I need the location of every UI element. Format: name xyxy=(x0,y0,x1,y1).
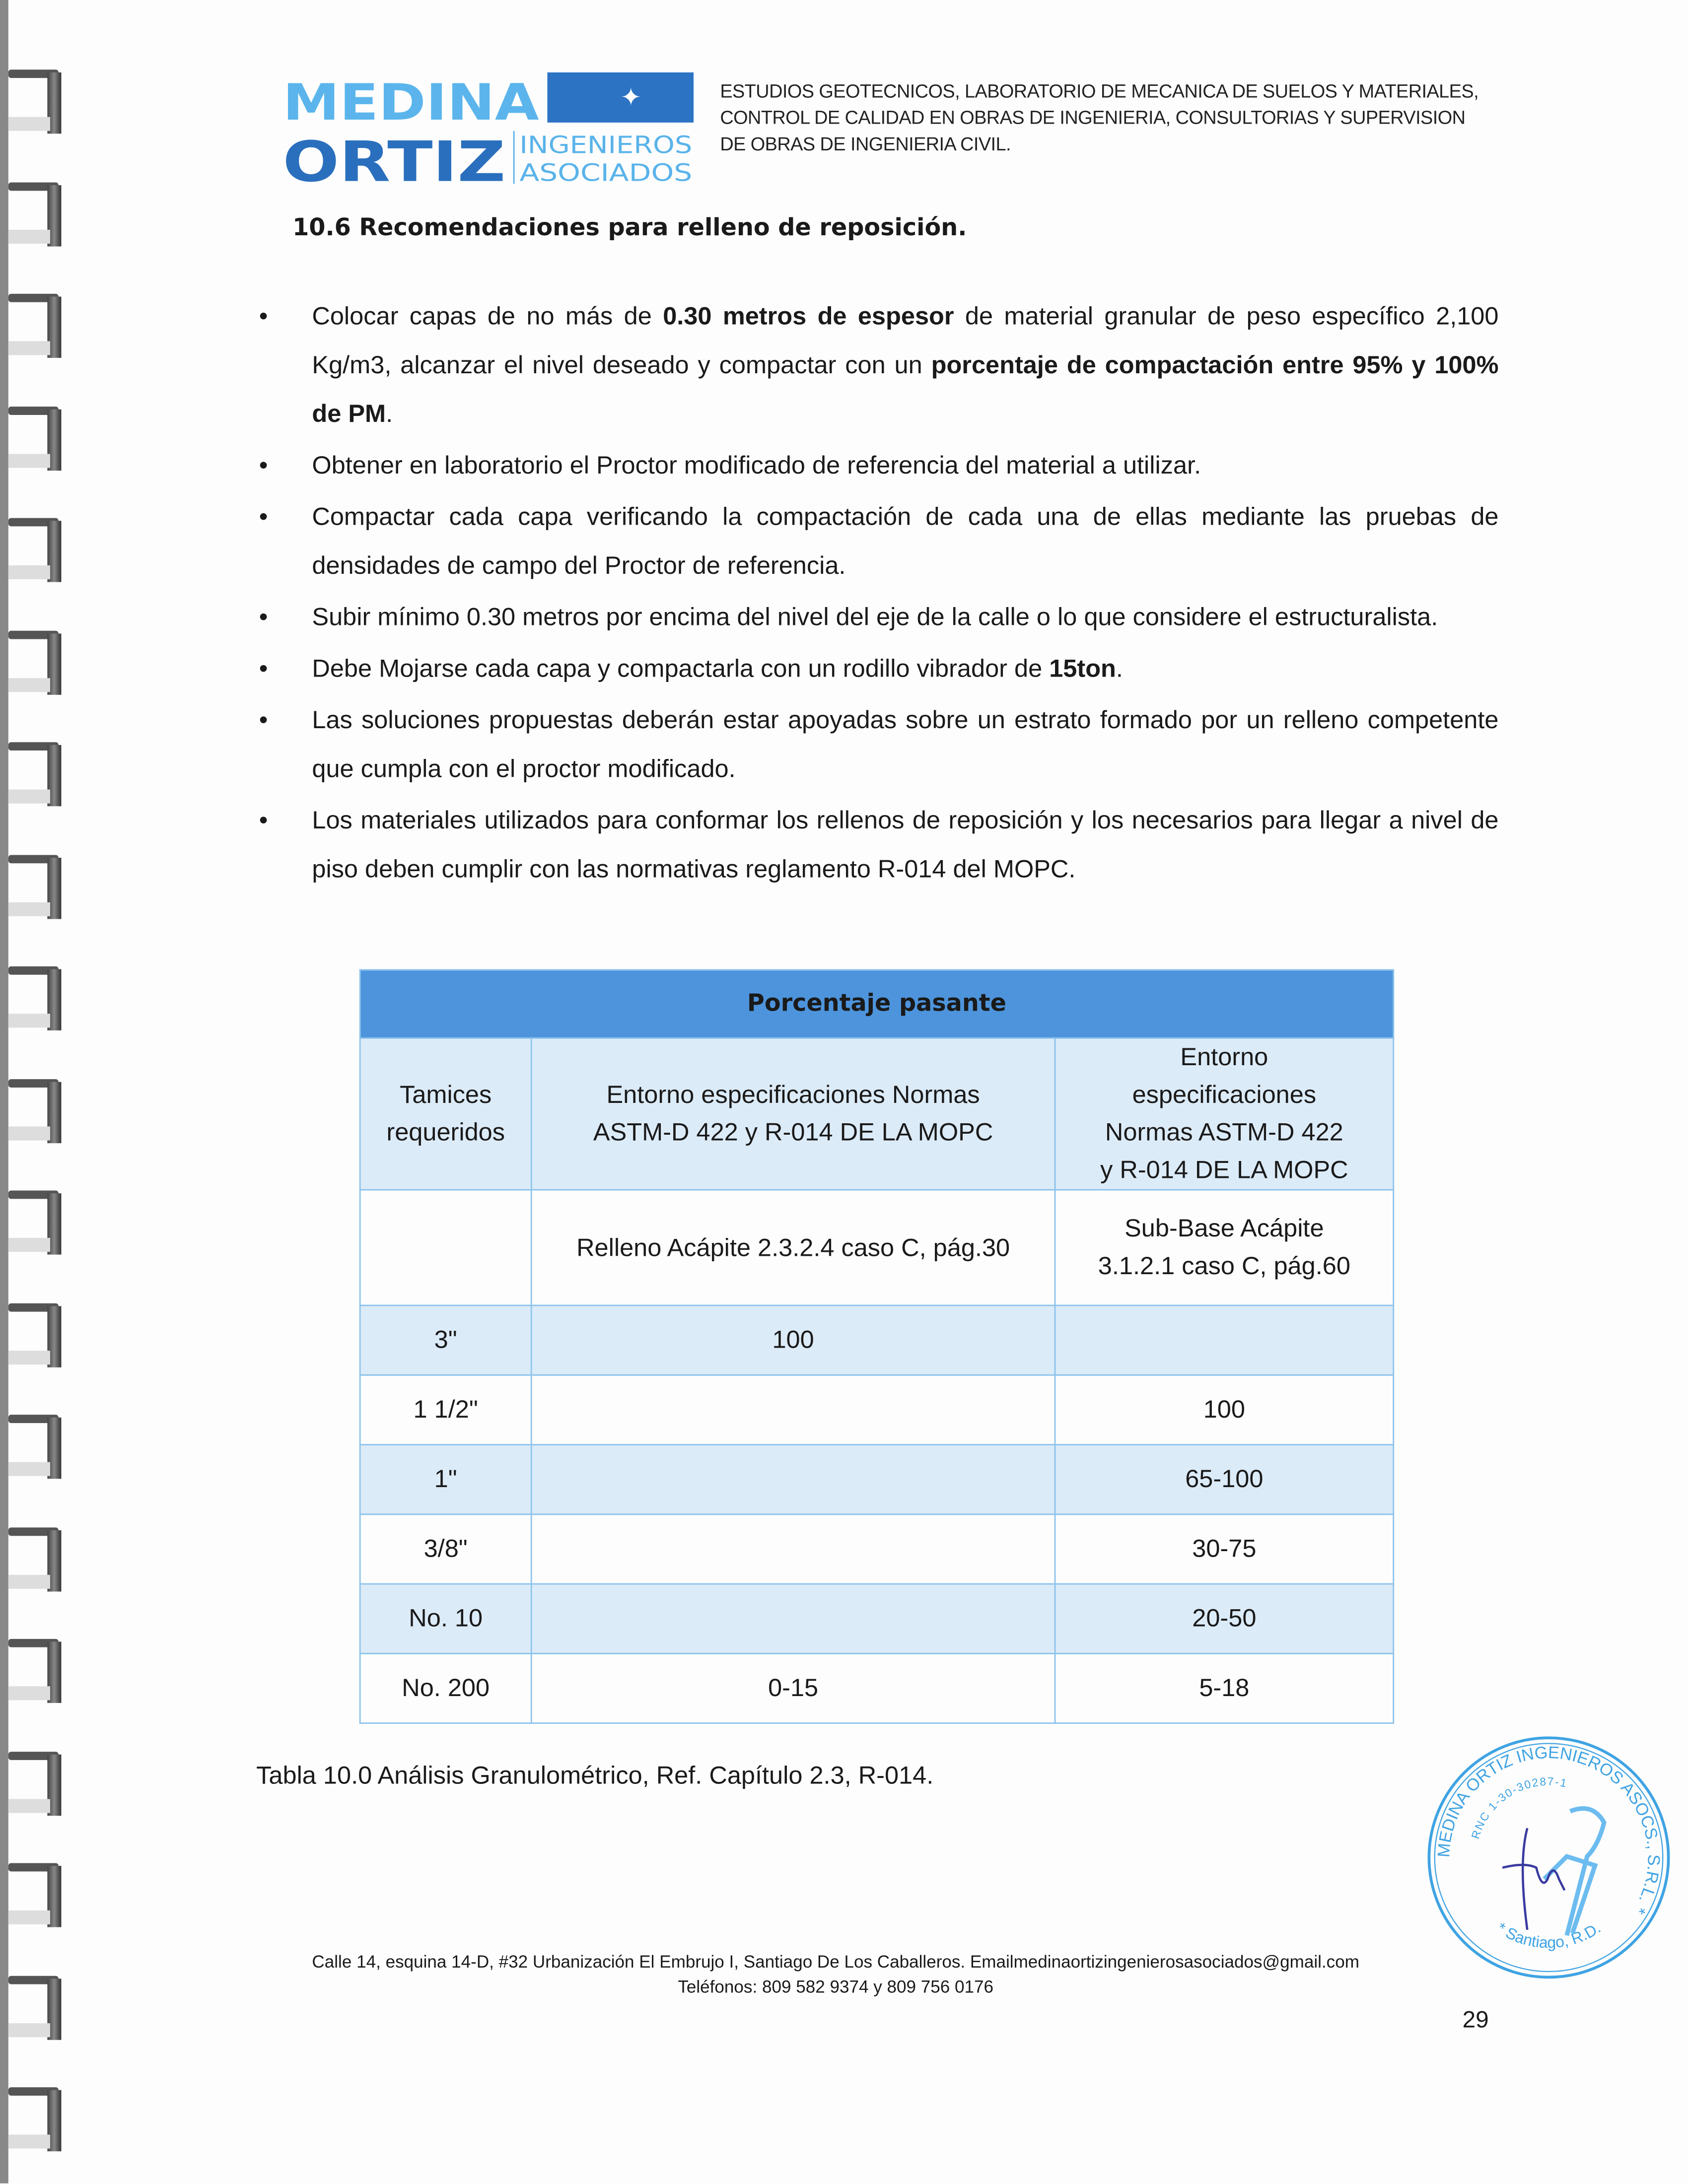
table-row xyxy=(360,1514,1394,1584)
text: Colocar capas de no más de xyxy=(312,302,663,330)
bullet-item xyxy=(256,696,1498,794)
text: Subir mínimo 0.30 metros por encima del nivel del eje de la calle o lo que considere el estructuralista. xyxy=(312,603,1438,631)
seal-rnc: RNC 1-30-30287-1 xyxy=(1469,1774,1569,1841)
table-cell: 65-100 xyxy=(1055,1444,1394,1514)
header-description xyxy=(720,78,1478,157)
binder-ring xyxy=(8,1176,67,1254)
table-cell xyxy=(360,1190,531,1305)
page-footer xyxy=(209,1949,1463,1999)
table-cell: 100 xyxy=(531,1305,1055,1375)
header-cell: Relleno Acápite 2.3.2.4 caso C, pág.30 xyxy=(531,1190,1055,1305)
footer-address: Calle 14, esquina 14-D, #32 Urbanización El Embrujo I, Santiago De Los Caballeros. Emailmedinaortizingenierosasociados@gmail.com xyxy=(312,1952,1359,1972)
header-cell: Entorno especificaciones Normas ASTM-D 422 y R-014 DE LA MOPC xyxy=(1055,1038,1394,1190)
table-cell xyxy=(531,1584,1055,1653)
text: Compactar cada capa verificando la compactación de cada una de ellas mediante las pruebas de densidades de campo del Proctor de referencia. xyxy=(312,502,1499,580)
bullet-item xyxy=(256,797,1498,894)
seal-ring-text: MEDINA ORTIZ INGENIEROS ASOCS., S.R.L. * xyxy=(1434,1743,1663,1917)
text: . xyxy=(386,400,393,428)
svg-text:* Santiago, R.D. xyxy=(1494,1919,1604,1952)
binder-ring xyxy=(8,1289,67,1366)
company-logo xyxy=(282,69,694,187)
section-heading: 10.6 Recomendaciones para relleno de reposición. xyxy=(292,214,967,243)
binder-ring xyxy=(8,392,67,470)
text: de material granular de peso específico 2,100 Kg/m3, alcanzar el nivel deseado y compactar con un xyxy=(312,302,1499,379)
binder-ring xyxy=(8,1849,67,1927)
text: . xyxy=(1116,654,1123,682)
bold-text: 15ton xyxy=(1049,654,1116,682)
seal-bottom-text: * Santiago, R.D. xyxy=(1493,1918,1604,1952)
logo-text-medina: MEDINA xyxy=(282,73,539,132)
bullet-item xyxy=(256,493,1498,590)
binder-ring xyxy=(8,56,67,134)
header-cell: Entorno especificaciones Normas ASTM-D 422 y R-014 DE LA MOPC xyxy=(531,1038,1055,1190)
table-cell: No. 10 xyxy=(360,1584,531,1653)
binder-ring xyxy=(8,168,67,246)
bold-text: porcentaje de compactación entre 95% y 100% de PM xyxy=(312,350,1499,428)
binder-ring xyxy=(8,1065,67,1143)
binder-ring xyxy=(8,953,67,1030)
header-line: CONTROL DE CALIDAD EN OBRAS DE INGENIERIA, CONSULTORIAS Y SUPERVISION xyxy=(720,107,1466,129)
bullet-item xyxy=(256,292,1498,439)
table-row xyxy=(360,1653,1394,1723)
binder-ring xyxy=(8,616,67,694)
table-cell: 1" xyxy=(360,1444,531,1514)
main-content xyxy=(256,211,1498,1793)
binder-ring xyxy=(8,2073,67,2151)
table-row xyxy=(360,1584,1394,1653)
footer-phones: Teléfonos: 809 582 9374 y 809 756 0176 xyxy=(678,1977,994,1997)
header-line: ESTUDIOS GEOTECNICOS, LABORATORIO DE MECANICA DE SUELOS Y MATERIALES, xyxy=(720,80,1479,102)
table-cell: 30-75 xyxy=(1055,1514,1394,1584)
text: Los materiales utilizados para conformar los rellenos de reposición y los necesarios para llegar a nivel de piso deben cumplir con las normativas reglamento R-014 del MOPC. xyxy=(312,806,1499,883)
table-cell: 0-15 xyxy=(531,1653,1055,1723)
table-cell: 1 1/2" xyxy=(360,1375,531,1444)
header-cell: Tamices requeridos xyxy=(360,1038,531,1190)
binder-ring xyxy=(8,728,67,806)
table-cell xyxy=(531,1514,1055,1584)
binder-ring xyxy=(8,1513,67,1591)
table-cell: 20-50 xyxy=(1055,1584,1394,1653)
company-seal xyxy=(1423,1732,1674,1983)
table-row xyxy=(360,1375,1394,1444)
logo-sub1: INGENIEROS xyxy=(519,132,693,159)
binder-ring xyxy=(8,280,67,358)
table-cell xyxy=(531,1375,1055,1444)
table-row xyxy=(360,1444,1394,1514)
table-cell: 5-18 xyxy=(1055,1653,1394,1723)
table-cell: 100 xyxy=(1055,1375,1394,1444)
bullet-item xyxy=(256,441,1498,490)
bold-text: 0.30 metros de espesor xyxy=(663,302,954,330)
gradation-table xyxy=(359,969,1394,1723)
binder-ring xyxy=(8,1401,67,1479)
spiral-binding xyxy=(0,0,72,2184)
bullet-item xyxy=(256,593,1498,642)
logo-sub2: ASOCIADOS xyxy=(519,159,693,187)
text: Las soluciones propuestas deberán estar apoyadas sobre un estrato formado por un relleno competente que cumpla con el proctor modificado. xyxy=(312,706,1499,783)
header-line: DE OBRAS DE INGENIERIA CIVIL. xyxy=(720,134,1011,155)
page-number: 29 xyxy=(1462,2006,1489,2033)
bullet-list xyxy=(256,292,1498,894)
table-title: Porcentaje pasante xyxy=(360,970,1394,1038)
table-cell: 3/8" xyxy=(360,1514,531,1584)
binder-ring xyxy=(8,1961,67,2039)
text: Obtener en laboratorio el Proctor modificado de referencia del material a utilizar. xyxy=(312,451,1201,479)
table-row xyxy=(360,1305,1394,1375)
table-cell: 3" xyxy=(360,1305,531,1375)
table-caption: Tabla 10.0 Análisis Granulométrico, Ref. Capítulo 2.3, R-014. xyxy=(256,1761,934,1789)
header-cell: Sub-Base Acápite 3.1.2.1 caso C, pág.60 xyxy=(1055,1190,1394,1305)
text: Debe Mojarse cada capa y compactarla con un rodillo vibrador de xyxy=(312,654,1050,682)
star-icon: ✦ xyxy=(620,82,641,112)
table-cell xyxy=(1055,1305,1394,1375)
bullet-item xyxy=(256,645,1498,693)
binder-ring xyxy=(8,840,67,918)
table-cell xyxy=(531,1444,1055,1514)
binder-ring xyxy=(8,504,67,582)
table-cell: No. 200 xyxy=(360,1653,531,1723)
logo-text-ortiz: ORTIZ xyxy=(282,130,506,187)
binder-ring xyxy=(8,1625,67,1703)
binder-ring xyxy=(8,1737,67,1815)
